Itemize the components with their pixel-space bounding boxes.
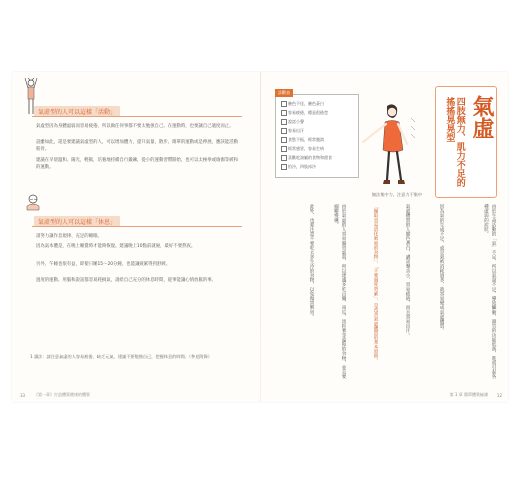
body-col-2: 因為氣的生成不足，或是氣被消耗過多，就容易變成氣虛體質。 bbox=[439, 204, 444, 333]
heading-rest: 氣虛型的人可以這樣「休息」 bbox=[34, 216, 120, 227]
body-col-3: 氣虛體質的人臉色蒼白，講話聲音小，容易疲倦，而且容易出汗。 bbox=[405, 204, 410, 338]
para-activity-1: 氣虛型因為身體虛弱而容易疲倦，所以做任何事都不要太勉強自己。在運動時，也要讓自己適度而止。 bbox=[36, 124, 234, 129]
para-rest-2: 因為氣本體是，在晚上睡覺時才能夠恢復。建議晚上10點前就寢，最好不要熬夜。 bbox=[36, 244, 196, 249]
body-col-1: 由於生命活動的「氣」不足，所以氣量不足，導致臟腑、器官的功能低落，進而引起各種虛弱的症狀。 bbox=[483, 204, 496, 379]
symptom-checkbox[interactable] bbox=[281, 101, 287, 107]
symptom-checkbox[interactable] bbox=[281, 119, 287, 125]
symptom-box bbox=[275, 90, 359, 178]
symptom-label: 喜歡吃油膩的食物和甜食 bbox=[288, 155, 332, 160]
footer-right: 第 1 章 簡單體質檢測 bbox=[449, 392, 488, 397]
symptom-label: 經常感冒，容易生病 bbox=[288, 146, 324, 151]
para-activity-3: 建議在早晨溫和、陽光，輕鬆，培養地持續自行鍛鍊，從小的運動習慣開始，也可以太極拳或瑜伽等緩和的運動。 bbox=[36, 158, 238, 170]
symptom-label: 臉色不佳，臉色蒼白 bbox=[288, 101, 324, 106]
footer-left: 《第一章》打造體質健康的體質 bbox=[34, 392, 90, 397]
symptom-box-label: 診斷表 bbox=[275, 89, 293, 97]
book-spread bbox=[12, 72, 508, 402]
symptom-checkbox[interactable] bbox=[281, 137, 287, 143]
woman-figure bbox=[357, 100, 417, 192]
footnote: 1 讀法：請注意氣虛的人容易疲倦、缺乏元氣，建議不要勉強自己，把握休息的時間。（參見附錄） bbox=[30, 354, 212, 359]
heading-rule-2 bbox=[32, 226, 242, 227]
para-rest-3: 另外，午睡也很有益，即使只睡15～20分鐘，也能讓疲累得到舒緩。 bbox=[36, 262, 171, 267]
heading-rule bbox=[32, 116, 242, 117]
symptom-item bbox=[281, 128, 357, 136]
symptom-checkbox[interactable] bbox=[281, 155, 287, 161]
body-col-6: 此外，也要注意不要吃太多生冷的食物，以免傷害脾胃。 bbox=[309, 204, 314, 319]
title-block bbox=[435, 86, 497, 198]
symptom-item bbox=[281, 155, 357, 163]
body-col-4: 「攝取容易消化吸收的食物」、「不要過度勞累」，是改善氣虛體質的基本原則。 bbox=[373, 204, 378, 363]
right-page bbox=[261, 72, 508, 402]
page-subtitle: 四肢無力、肌力不足的搖搖晃晃型 bbox=[444, 97, 465, 187]
symptom-label: 食慾不振，經常腹瀉 bbox=[288, 137, 324, 142]
symptom-label: 怕冷，四肢冰冷 bbox=[288, 164, 316, 169]
symptom-label: 說話小聲 bbox=[288, 119, 304, 124]
page-number-left: 33 bbox=[20, 393, 26, 398]
symptom-label: 容易疲倦，總是很倦怠 bbox=[288, 110, 328, 115]
sleep-figure bbox=[24, 192, 42, 212]
symptom-item bbox=[281, 101, 357, 109]
symptom-checkbox[interactable] bbox=[281, 164, 287, 170]
symptom-checkbox[interactable] bbox=[281, 146, 287, 152]
symptom-item bbox=[281, 146, 357, 154]
symptom-item bbox=[281, 137, 357, 145]
symptom-checkbox[interactable] bbox=[281, 110, 287, 116]
symptom-item bbox=[281, 164, 357, 172]
symptom-label: 容易出汗 bbox=[288, 128, 304, 133]
figure-caption: 無法集中力，注意力不集中 bbox=[371, 192, 423, 197]
symptom-item bbox=[281, 110, 357, 118]
heading-activity: 氣虛型的人可以這樣「活動」 bbox=[34, 106, 120, 117]
symptom-list bbox=[281, 101, 357, 173]
page-number-right: 12 bbox=[496, 393, 502, 398]
left-page bbox=[12, 72, 260, 402]
symptom-item bbox=[281, 119, 357, 127]
body-col-5: 由於氣虛的人容易腸胃虛弱，所以建議多吃山藥、南瓜、馬鈴薯等溫和的食物，並且要細嚼慢嚥。 bbox=[333, 204, 346, 379]
para-activity-2: 話雖如此，還是要建議氣虛型的人，可以增加體力，提升氣量，散步、簡單的運動或是伸展，應該能活動筋骨。 bbox=[36, 140, 238, 152]
page-title: 氣虛 bbox=[469, 95, 494, 139]
para-rest-1: 請努力讓作息規律、充足的睡眠。 bbox=[36, 234, 102, 239]
symptom-checkbox[interactable] bbox=[281, 128, 287, 134]
para-rest-4: 過度的運動、用腦和說話都容易耗損氣，請給自己充分的休息時間，從事能讓心情放鬆的事。 bbox=[36, 278, 217, 283]
